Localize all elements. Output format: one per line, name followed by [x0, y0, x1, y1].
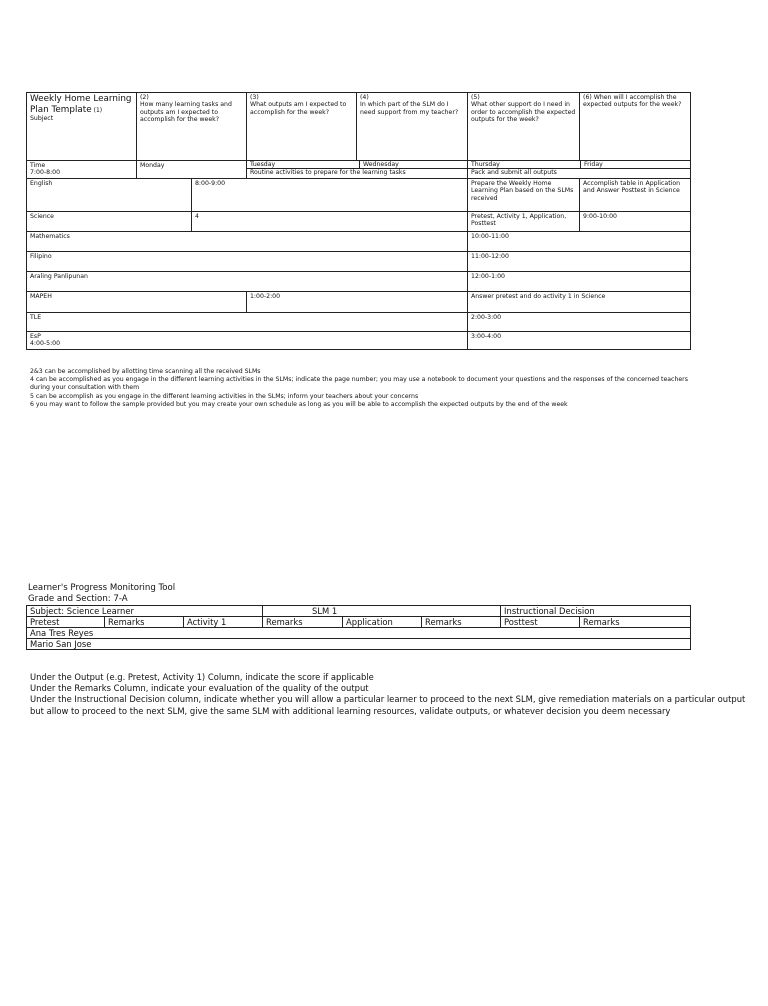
row-mapeh-note: Answer pretest and do activity 1 in Science — [468, 291, 691, 312]
row-ap-time: 12:00-1:00 — [468, 271, 691, 291]
row-science-tasks: 4 — [192, 211, 468, 231]
col-application: Application — [343, 617, 422, 628]
row-ap-subject: Araling Panlipunan — [27, 271, 468, 291]
day-tuesday-wednesday: Tuesday Wednesday Routine activities to prepare for the learning tasks — [247, 161, 468, 179]
col-remarks: Remarks — [105, 617, 184, 628]
row-mapeh-subject: MAPEH — [27, 291, 247, 312]
pack-text: Pack and submit all outputs — [471, 169, 557, 177]
progress-tool-heading — [28, 583, 175, 606]
col-posttest: Posttest — [501, 617, 580, 628]
plan-title: Weekly Home Learning Plan Template — [30, 94, 132, 115]
row-mapeh-time: 1:00-2:00 — [247, 291, 468, 312]
row-science-subject: Science — [27, 211, 192, 231]
row-science-thu: 9:00-10:00 — [580, 211, 691, 231]
row-english-wed: Prepare the Weekly Home Learning Plan based on the SLMs received — [468, 178, 580, 211]
learner-row: Ana Tres Reyes — [27, 628, 691, 639]
row-english-thu: Accomplish table in Application and Answer Posttest in Science — [580, 178, 691, 211]
grade-section: Grade and Section: 7-A — [28, 594, 128, 605]
row-tle-time: 2:00-3:00 — [468, 312, 691, 331]
instruction-line: Under the Output (e.g. Pretest, Activity 1) Column, indicate the score if applicable — [30, 672, 374, 682]
decision-header: Instructional Decision — [501, 606, 691, 617]
routine-text: Routine activities to prepare for the learning tasks — [250, 169, 406, 177]
progress-table — [26, 605, 691, 650]
plan-title-cell — [27, 93, 137, 161]
note-line: 6 you may want to follow the sample provided but you may create your own schedule as long as you will be able to accomplish the expected outputs by the end of the week — [30, 400, 568, 408]
plan-notes — [30, 368, 750, 409]
question-6-cell: (6) When will I accomplish the expected outputs for the week? — [580, 93, 691, 161]
col-remarks: Remarks — [422, 617, 501, 628]
question-5-cell: (5) What other support do I need in order to accomplish the expected outputs for the week? — [468, 93, 580, 161]
col-remarks: Remarks — [580, 617, 691, 628]
question-3-cell: (3) What outputs am I expected to accomplish for the week? — [247, 93, 357, 161]
weekly-plan-table — [26, 92, 691, 350]
row-esp-subject: EsP 4:00-5:00 — [27, 331, 468, 349]
row-math-time: 10:00-11:00 — [468, 231, 691, 251]
day-thursday-friday: Thursday Friday Pack and submit all outputs — [468, 161, 691, 179]
slm-header: SLM 1 — [263, 606, 501, 617]
instruction-line: Under the Instructional Decision column, indicate whether you will allow a particular learner to proceed to the next SLM, give remediation materials on a particular output but allow to proceed to the next SLM, give the same SLM with additional learning resources, validate outputs, or whatever decision you deem necessary — [30, 694, 746, 716]
col-pretest: Pretest — [27, 617, 105, 628]
row-esp-time: 3:00-4:00 — [468, 331, 691, 349]
progress-instructions — [30, 672, 754, 717]
col-activity-1: Activity 1 — [184, 617, 263, 628]
row-filipino-subject: Filipino — [27, 251, 468, 271]
plan-title-ref: (1) — [93, 106, 103, 114]
note-line: 4 can be accomplished as you engage in the different learning activities in the SLMs; indicate the page number; you may use a notebook to document your questions and the responses of the concerned teachers — [30, 376, 688, 384]
instruction-line: Under the Remarks Column, indicate your evaluation of the quality of the output — [30, 683, 369, 694]
progress-tool-title: Learner's Progress Monitoring Tool — [28, 583, 176, 593]
row-science-wed: Pretest, Activity 1, Application, Posttest — [468, 211, 580, 231]
question-4-cell: (4) In which part of the SLM do I need support from my teacher? — [357, 93, 468, 161]
question-2-cell: (2) How many learning tasks and outputs am I expected to accomplish for the week? — [137, 93, 247, 161]
learner-row: Mario San Jose — [27, 639, 691, 650]
subject-label: Subject — [30, 115, 54, 122]
last-slot: 4:00-5:00 — [30, 340, 61, 348]
row-filipino-time: 11:00-12:00 — [468, 251, 691, 271]
row-tle-subject: TLE — [27, 312, 468, 331]
row-math-subject: Mathematics — [27, 231, 468, 251]
col-remarks: Remarks — [263, 617, 343, 628]
row-english-time: 8:00-9:00 — [192, 178, 468, 211]
note-line: 5 can be accomplish as you engage in the different learning activities in the SLMs; inform your teachers about your concerns — [30, 392, 419, 400]
day-monday: Monday — [137, 161, 247, 179]
subject-header: Subject: Science Learner — [27, 606, 263, 617]
time-header: Time 7:00-8:00 — [27, 161, 137, 179]
note-line: 2&3 can be accomplished by allotting time scanning all the received SLMs — [30, 368, 261, 375]
note-line: during your consultation with them — [30, 384, 140, 392]
row-english-subject: English — [27, 178, 192, 211]
